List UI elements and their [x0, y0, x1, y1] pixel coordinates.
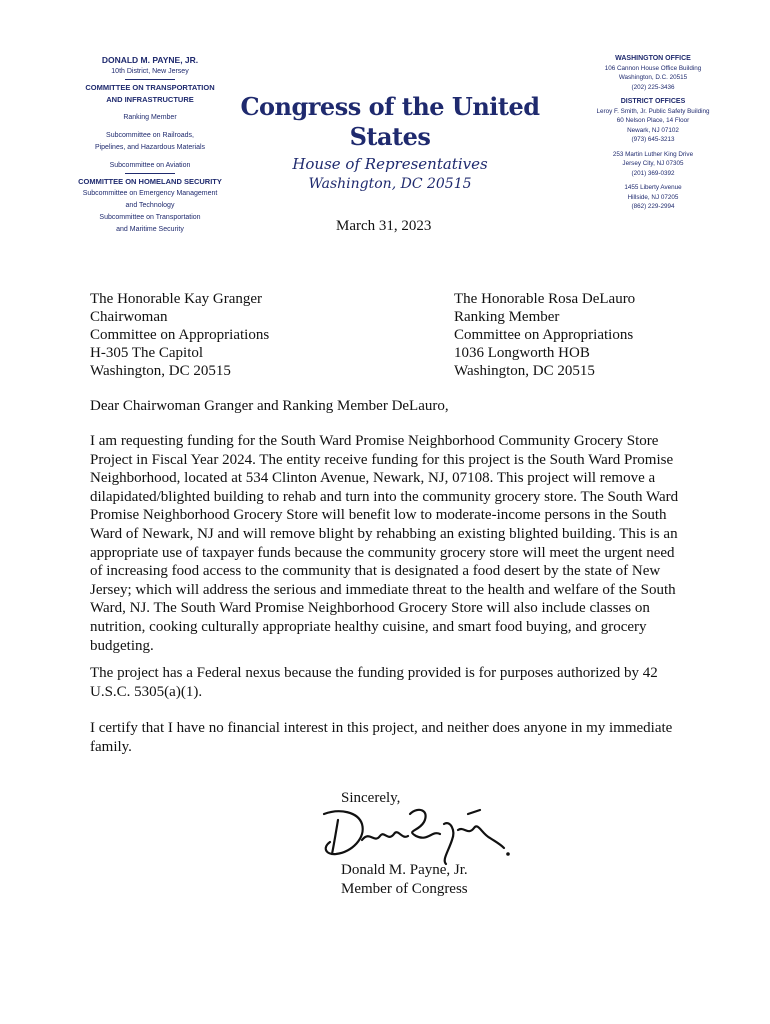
recipient-left-line: Committee on Appropriations: [90, 327, 270, 343]
signer-name: Donald M. Payne, Jr.: [341, 862, 468, 878]
hillside-office-line1: 1455 Liberty Avenue: [624, 184, 682, 191]
subcommittee-maritime-line2: and Maritime Security: [116, 226, 184, 233]
jersey-city-office-line2: Jersey City, NJ 07305: [622, 160, 684, 167]
signer-block: [341, 861, 468, 899]
recipient-right: [454, 290, 635, 380]
district-offices-label: DISTRICT OFFICES: [620, 98, 686, 105]
recipient-left-line: The Honorable Kay Granger: [90, 291, 263, 307]
newark-office-line1: Leroy F. Smith, Jr. Public Safety Building: [596, 107, 710, 115]
paragraph-funding-request: I am requesting funding for the South Ward Promise Neighborhood Community Grocery Store Project in Fiscal Year 2024. The entity receive funding for this project is the South Ward Promise Neighborhood, located at 534 Clinton Avenue, Newark, NJ, 07108. This project will remove a dilapidated/blighted building to rehab and turn into the community grocery store. The South Ward Promise Neighborhood Grocery Store will benefit low to moderate-income persons in the South Ward of Newark, NJ and will remove blight by rehabbing an existing blighted building. This is an appropriate use of taxpayer funds because the community grocery store will meet the urgent need of increasing food access to the community that is designated a food desert by the state of New Jersey; which will address the serious and immediate threat to the health and welfare of the South Ward, NJ. The South Ward Promise Neighborhood Grocery Store will also include classes on nutrition, cooking culturally appropriate healthy cuisine, and smart food buying, and grocery budgeting.: [90, 433, 679, 654]
dc-address-line2: Washington, D.C. 20515: [618, 74, 688, 81]
subcommittee-railroads-line2: Pipelines, and Hazardous Materials: [94, 144, 206, 151]
member-name: DONALD M. PAYNE, JR.: [101, 55, 199, 65]
hillside-office-phone: (862) 229-2994: [631, 203, 675, 210]
letter-date: March 31, 2023: [336, 218, 432, 234]
jersey-city-office-line1: 253 Martin Luther King Drive: [612, 150, 694, 158]
congress-title: Congress of the United States: [240, 92, 540, 151]
dc-address-line1: 106 Cannon House Office Building: [604, 64, 702, 72]
recipient-right-line: 1036 Longworth HOB: [454, 345, 590, 361]
closing: Sincerely,: [341, 790, 401, 806]
recipient-right-line: Committee on Appropriations: [454, 327, 634, 343]
recipient-left: [90, 290, 269, 380]
subcommittee-emergency-line2: and Technology: [125, 202, 175, 209]
newark-office-phone: (973) 645-3213: [631, 136, 675, 143]
salutation: Dear Chairwoman Granger and Ranking Member DeLauro,: [90, 398, 449, 414]
subcommittee-emergency: Subcommittee on Emergency Management: [82, 190, 218, 197]
city-title: Washington, DC 20515: [308, 176, 472, 192]
signer-title: Member of Congress: [341, 881, 468, 897]
recipient-left-line: Chairwoman: [90, 309, 168, 325]
subcommittee-aviation: Subcommittee on Aviation: [109, 162, 191, 169]
dc-phone: (202) 225-3436: [631, 83, 675, 91]
subcommittee-maritime: Subcommittee on Transportation: [99, 214, 201, 221]
committee-homeland-security: COMMITTEE ON HOMELAND SECURITY: [78, 177, 222, 186]
hillside-office-line2: Hillside, NJ 07205: [627, 193, 679, 201]
committee-transportation: COMMITTEE ON TRANSPORTATION: [85, 83, 215, 92]
district-label: 10th District, New Jersey: [111, 68, 189, 75]
letterhead-center: [205, 92, 575, 194]
signature-image: [318, 800, 518, 868]
letterhead-right-column: [588, 54, 718, 212]
recipient-right-line: Ranking Member: [454, 309, 560, 325]
house-title: House of Representatives: [292, 155, 488, 173]
paragraph-federal-nexus: The project has a Federal nexus because the funding provided is for purposes authorized by 42 U.S.C. 5305(a)(1).: [90, 665, 658, 700]
divider: [125, 79, 175, 80]
divider: [125, 173, 175, 174]
recipient-right-line: Washington, DC 20515: [454, 363, 595, 379]
committee-transportation-line2: AND INFRASTRUCTURE: [106, 95, 194, 104]
ranking-member-label: Ranking Member: [123, 114, 177, 121]
jersey-city-office-phone: (201) 369-0392: [631, 169, 675, 177]
washington-office-label: WASHINGTON OFFICE: [615, 55, 691, 62]
subcommittee-railroads: Subcommittee on Railroads,: [106, 132, 194, 139]
recipient-right-line: The Honorable Rosa DeLauro: [454, 291, 636, 307]
recipient-left-line: Washington, DC 20515: [90, 363, 231, 379]
newark-office-line3: Newark, NJ 07102: [627, 126, 679, 134]
paragraph-certification: I certify that I have no financial interest in this project, and neither does anyone in my immediate family.: [90, 720, 673, 755]
newark-office-line2: 60 Nelson Place, 14 Floor: [616, 117, 690, 124]
recipient-left-line: H-305 The Capitol: [90, 345, 204, 361]
